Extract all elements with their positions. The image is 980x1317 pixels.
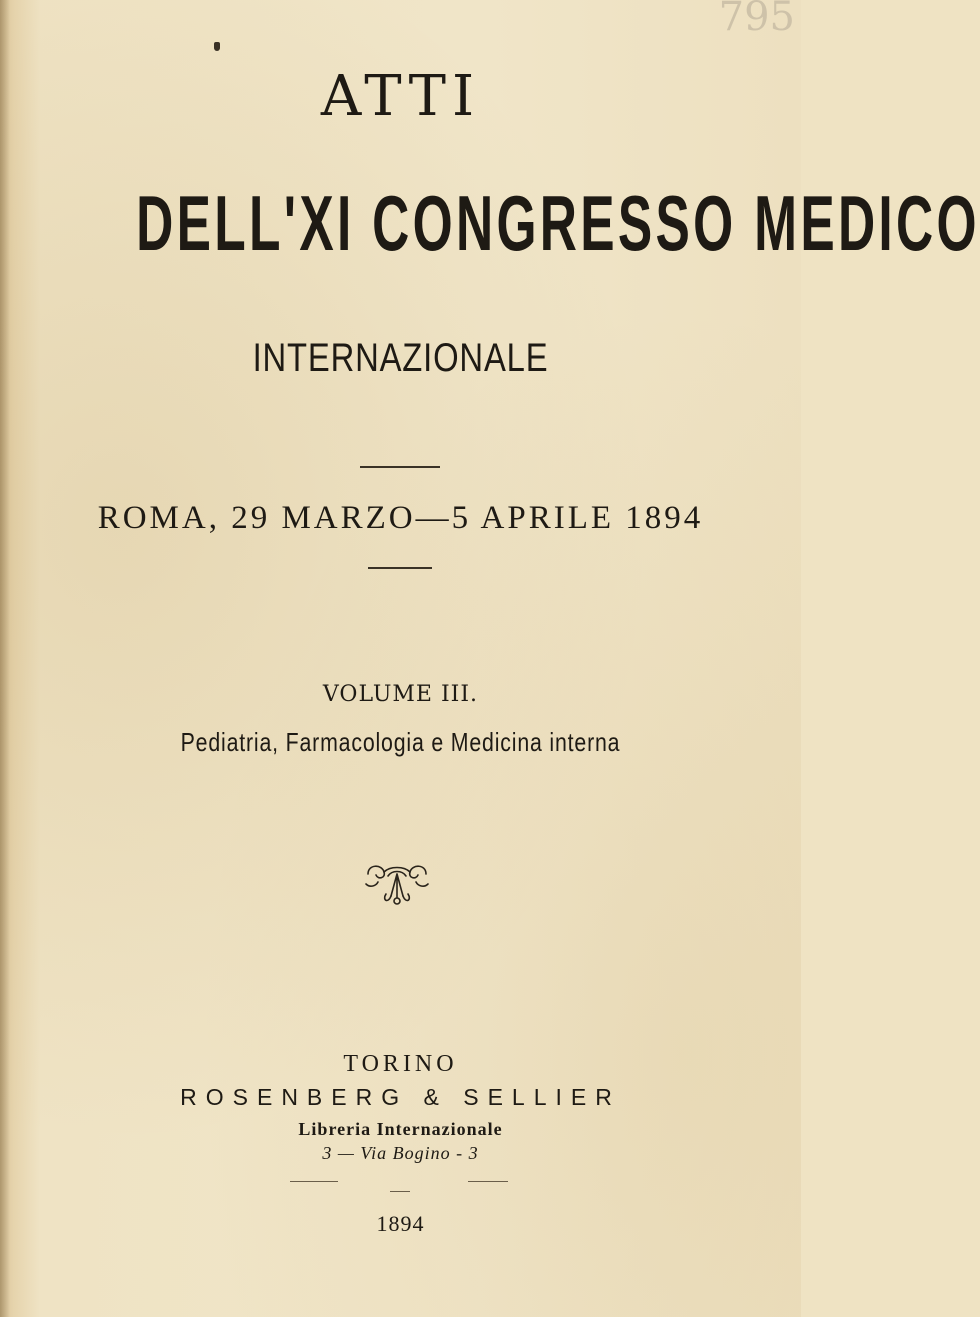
volume-label: VOLUME III. xyxy=(322,682,479,707)
rule-center xyxy=(390,1191,410,1192)
rule-right xyxy=(468,1181,508,1182)
corner-stamp: 795 xyxy=(718,0,795,40)
address: 3 — Via Bogino - 3 xyxy=(322,1143,479,1163)
city: TORINO xyxy=(343,1051,458,1077)
place-date: ROMA, 29 MARZO—5 APRILE 1894 xyxy=(97,500,704,536)
heading-atti: ATTI xyxy=(320,64,481,129)
bookshop: Libreria Internazionale xyxy=(298,1119,503,1139)
heading-internazionale: INTERNAZIONALE xyxy=(252,336,549,380)
divider-rule-bottom xyxy=(368,567,432,569)
divider-rule-top xyxy=(360,466,440,468)
printer-ornament-icon xyxy=(362,860,432,906)
rule-left xyxy=(290,1181,338,1182)
heading-congress: DELL'XI CONGRESSO MEDICO xyxy=(136,179,980,267)
subject-line: Pediatria, Farmacologia e Medicina interna xyxy=(180,727,621,757)
publisher: ROSENBERG & SELLIER xyxy=(180,1084,621,1110)
publication-year: 1894 xyxy=(376,1211,425,1236)
ink-mark xyxy=(214,42,220,51)
